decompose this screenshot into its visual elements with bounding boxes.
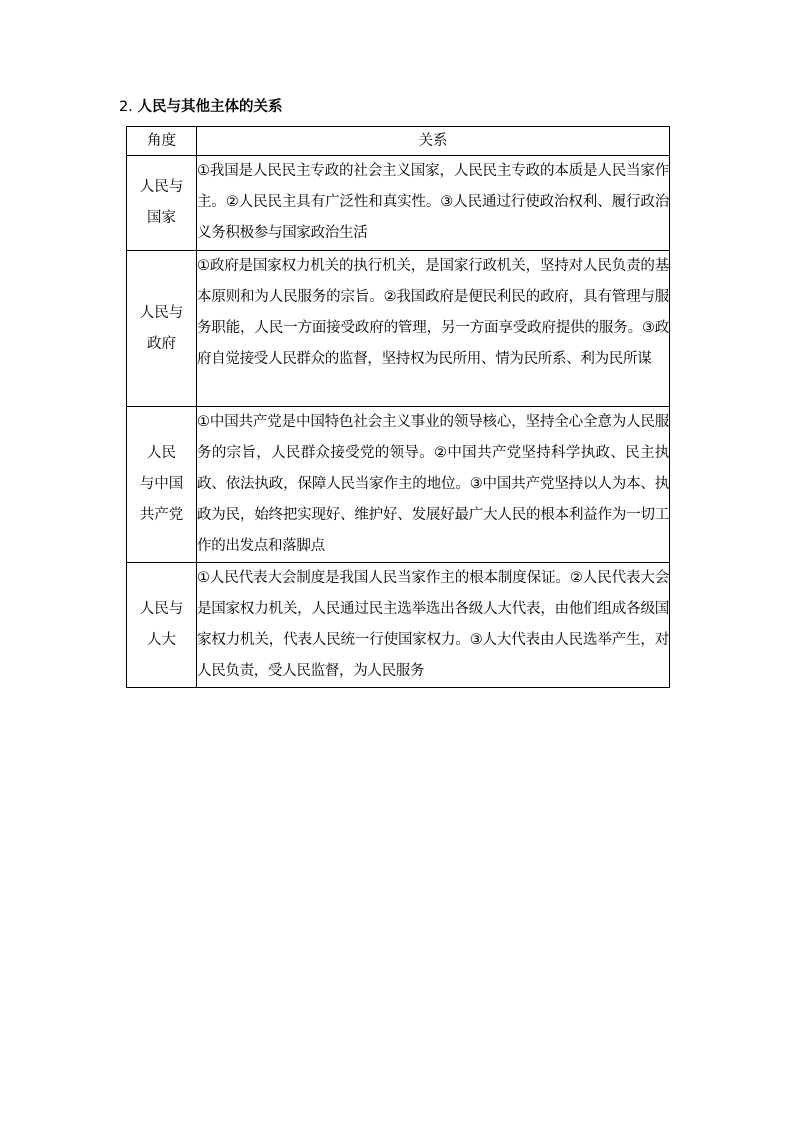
angle-line: 国家 <box>147 210 176 226</box>
row-relation: ①我国是人民民主专政的社会主义国家，人民民主专政的本质是人民当家作主。②人民民主具有广泛性和真实性。③人民通过行使政治权利、履行政治义务积极参与国家政治生活 <box>197 156 670 251</box>
row-angle <box>127 407 197 563</box>
row-angle <box>127 251 197 407</box>
table-row <box>127 407 670 563</box>
row-relation: ①人民代表大会制度是我国人民当家作主的根本制度保证。②人民代表大会是国家权力机关，人民通过民主选举选出各级人大代表，由他们组成各级国家权力机关，代表人民统一行使国家权力。③人大代表由人民选举产生，对人民负责，受人民监督，为人民服务 <box>197 563 670 688</box>
section-title: 人民与其他主体的关系 <box>137 99 283 115</box>
table-row <box>127 251 670 407</box>
row-relation: ①中国共产党是中国特色社会主义事业的领导核心，坚持全心全意为人民服务的宗旨，人民群众接受党的领导。②中国共产党坚持科学执政、民主执政、依法执政，保障人民当家作主的地位。③中国共产党坚持以人为本、执政为民，始终把实现好、维护好、发展好最广大人民的根本利益作为一切工作的出发点和落脚点 <box>197 407 670 563</box>
relation-table <box>126 126 670 688</box>
table-row <box>127 563 670 688</box>
angle-line: 人民与 <box>139 601 184 617</box>
section-number: 2. <box>119 99 133 115</box>
table-row <box>127 156 670 251</box>
row-angle <box>127 156 197 251</box>
angle-line: 人民与 <box>139 179 184 195</box>
section-heading <box>119 97 282 117</box>
row-relation: ①政府是国家权力机关的执行机关，是国家行政机关，坚持对人民负责的基本原则和为人民服务的宗旨。②我国政府是便民利民的政府，具有管理与服务职能，人民一方面接受政府的管理，另一方面享受政府提供的服务。③政府自觉接受人民群众的监督，坚持权为民所用、情为民所系、利为民所谋 <box>197 251 670 407</box>
angle-line: 与中国 <box>139 476 184 492</box>
row-angle <box>127 563 197 688</box>
angle-line: 政府 <box>147 335 176 352</box>
angle-line: 共产党 <box>139 507 184 523</box>
angle-line: 人大 <box>147 632 176 648</box>
angle-line: 人民 <box>147 445 176 461</box>
table-header-row <box>127 127 670 156</box>
header-relation: 关系 <box>197 127 670 156</box>
header-angle: 角度 <box>127 127 197 156</box>
angle-line: 人民与 <box>139 304 184 321</box>
